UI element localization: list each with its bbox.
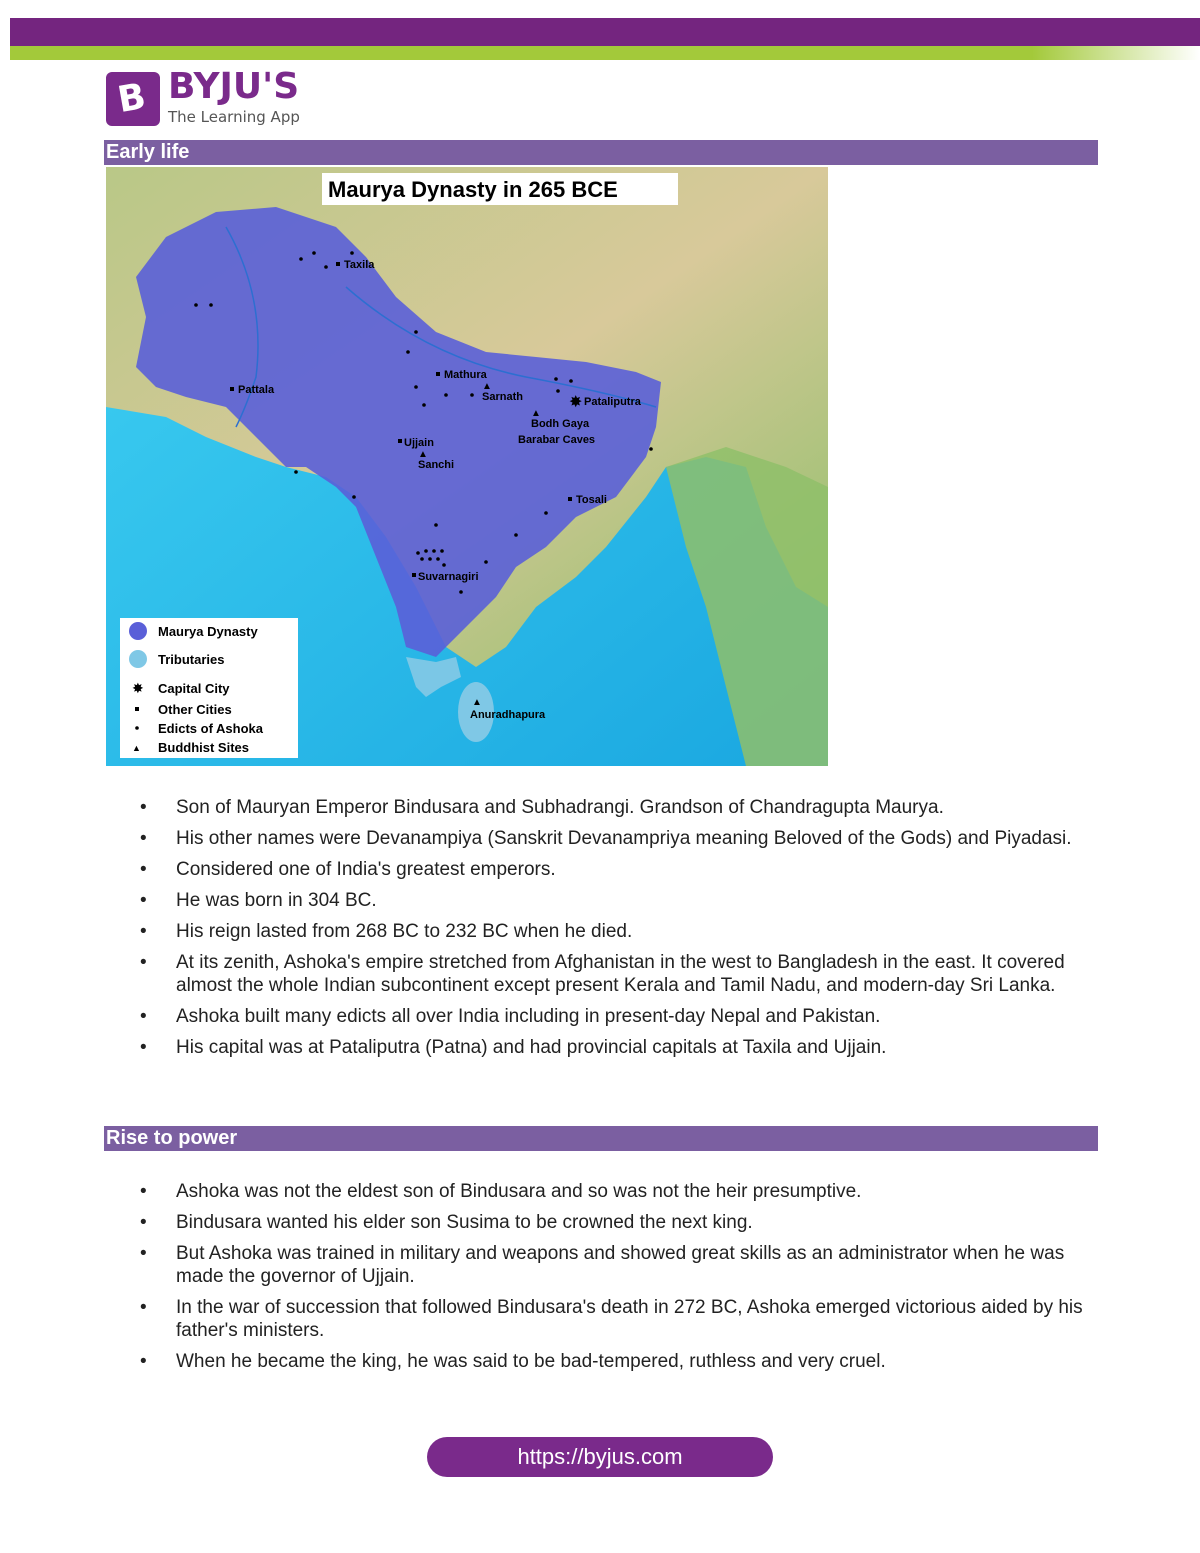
site-barabar-caves: Barabar Caves: [518, 434, 596, 446]
city-ujjain: Ujjain: [404, 437, 434, 449]
legend-buddhist-icon: ▲: [132, 743, 141, 753]
footer-url-link[interactable]: https://byjus.com: [427, 1437, 773, 1477]
map-title: Maurya Dynasty in 265 BCE: [328, 177, 618, 202]
city-marker-icon: [436, 372, 440, 376]
header-green-band: [10, 46, 1000, 60]
list-item: • In the war of succession that followed Bindusara's death in 272 BC, Ashoka emerged victorious aided by his father's ministers.: [140, 1296, 1100, 1342]
list-item: • Ashoka built many edicts all over India including in present-day Nepal and Pakistan.: [140, 1005, 1100, 1028]
site-sarnath: Sarnath: [482, 391, 523, 403]
legend-tributaries-label: Tributaries: [158, 652, 225, 667]
legend-tributary-swatch: [129, 650, 147, 668]
legend-edicts-label: Edicts of Ashoka: [158, 721, 263, 736]
list-item: • But Ashoka was trained in military and weapons and showed great skills as an administrator when he was made the governor of Ujjain.: [140, 1242, 1100, 1288]
legend-maurya-swatch: [129, 622, 147, 640]
early-life-list: [140, 796, 1100, 1067]
buddhist-site-icon: ▲: [472, 697, 482, 708]
section-heading-rise-to-power: Rise to power: [104, 1126, 1098, 1151]
legend-capital-label: Capital City: [158, 681, 230, 696]
legend-cities-label: Other Cities: [158, 702, 232, 717]
legend-edict-icon: [135, 726, 139, 730]
city-taxila: Taxila: [344, 259, 375, 271]
list-item: • Son of Mauryan Emperor Bindusara and Subhadrangi. Grandson of Chandragupta Maurya.: [140, 796, 1100, 819]
city-pattala: Pattala: [238, 384, 275, 396]
list-item: • His other names were Devanampiya (Sanskrit Devanampriya meaning Beloved of the Gods) and Piyadasi.: [140, 827, 1100, 850]
city-marker-icon: [230, 387, 234, 391]
list-item: • At its zenith, Ashoka's empire stretched from Afghanistan in the west to Bangladesh in the east. It covered almost the whole Indian subcontinent except present Kerala and Tamil Nadu, and modern-day Sri Lanka.: [140, 951, 1100, 997]
buddhist-site-icon: ▲: [482, 381, 492, 392]
buddhist-site-icon: ▲: [531, 408, 541, 419]
logo-mark: [106, 72, 160, 126]
rise-to-power-list: [140, 1180, 1100, 1381]
list-item: • Bindusara wanted his elder son Susima to be crowned the next king.: [140, 1211, 1100, 1234]
header-purple-band: [10, 18, 1200, 46]
list-item: • His reign lasted from 268 BC to 232 BC when he died.: [140, 920, 1100, 943]
list-item: • When he became the king, he was said to be bad-tempered, ruthless and very cruel.: [140, 1350, 1100, 1373]
header-green-band-fade: [960, 46, 1200, 60]
capital-marker-icon: ✸: [569, 394, 583, 411]
buddhist-site-icon: ▲: [418, 449, 428, 460]
city-marker-icon: [398, 439, 402, 443]
list-item: • He was born in 304 BC.: [140, 889, 1100, 912]
legend-capital-icon: ✸: [132, 680, 144, 696]
byjus-logo[interactable]: [106, 66, 316, 130]
list-item: • Considered one of India's greatest emperors.: [140, 858, 1100, 881]
brand-name: BYJU'S: [168, 66, 300, 107]
site-bodh-gaya: Bodh Gaya: [531, 418, 590, 430]
list-item: • Ashoka was not the eldest son of Bindusara and so was not the heir presumptive.: [140, 1180, 1100, 1203]
legend-city-icon: [135, 707, 139, 711]
city-tosali: Tosali: [576, 494, 607, 506]
city-marker-icon: [336, 262, 340, 266]
city-marker-icon: [568, 497, 572, 501]
section-heading-early-life: Early life: [104, 140, 1098, 165]
map-svg: [106, 167, 828, 766]
brand-tagline: The Learning App: [168, 108, 300, 126]
city-pataliputra: Pataliputra: [584, 396, 641, 408]
city-marker-icon: [412, 573, 416, 577]
site-sanchi: Sanchi: [418, 459, 455, 471]
logo-letter: B: [114, 75, 149, 122]
list-item: • His capital was at Pataliputra (Patna) and had provincial capitals at Taxila and Ujjain.: [140, 1036, 1100, 1059]
legend-buddhist-label: Buddhist Sites: [158, 740, 250, 755]
legend-maurya-label: Maurya Dynasty: [158, 624, 258, 639]
maurya-map: [106, 167, 828, 766]
city-mathura: Mathura: [444, 369, 487, 381]
city-suvarnagiri: Suvarnagiri: [418, 571, 479, 583]
site-anuradhapura: Anuradhapura: [470, 709, 546, 721]
